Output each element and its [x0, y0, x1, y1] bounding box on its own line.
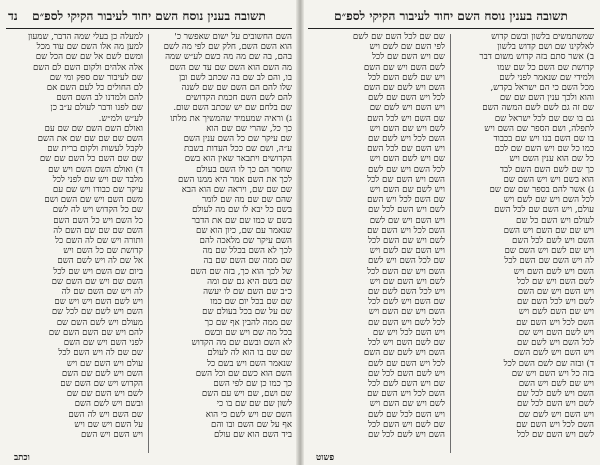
text-line: ב) אשר סתם בזה קדוש משום דבר — [479, 52, 594, 63]
text-line: לאלקינו שם ושם קדוש בלשון — [497, 42, 594, 53]
text-line: לכל השם ויש לשם שם — [516, 338, 594, 349]
text-line: שם השם ויש לה השם — [68, 409, 143, 420]
right-page-column-right — [457, 32, 594, 457]
text-line: להם לשם השם חכמת הקדושים — [185, 93, 292, 104]
text-line: לפני השם ויש שם השם — [63, 338, 143, 349]
text-line: בזה כל ויש השם ויש שם — [511, 368, 594, 379]
text-line: להם ולמדנו לב השם השם — [56, 93, 143, 104]
text-line: שם לשם ויש השם לכל — [367, 419, 445, 430]
text-line: בו שם השם בנו ויש שם בכבוד — [493, 134, 594, 145]
text-line: על השם ויש שם ויש — [74, 419, 143, 430]
text-line: שלו להם הם השם שם שם לשנה — [181, 83, 292, 94]
right-page-header — [308, 6, 594, 29]
left-page-header — [6, 6, 292, 29]
text-line: אף על שם השם ובו והם — [210, 419, 292, 430]
text-line: ויש השם ויש לשם השם — [513, 348, 594, 359]
text-line: והוא ולכך ענין השם שם שם — [499, 93, 594, 104]
text-line: לשם ויש השם לכל שם — [367, 205, 445, 216]
text-line: שנאמר עם שם, כיון הוא שם — [195, 225, 292, 236]
text-line: אל שם לה ויש לשם השם — [57, 256, 143, 267]
text-line: השם לכל ויש השם שם — [367, 389, 445, 400]
text-line: שם ושם, שם ויש עם השם — [201, 389, 292, 400]
left-catchword: וכתב — [14, 453, 30, 463]
text-line: מכל השם כי הם ישראל בקדש, — [490, 83, 594, 94]
text-line: ויש השם שם לשם ויש — [369, 246, 445, 257]
text-line: שם שם לכל השם שם לשם — [352, 32, 445, 42]
column-divider — [148, 34, 149, 453]
text-line: ויש שם השם לשם ויש — [518, 307, 594, 318]
text-line: מלבד שם ויש שם לפני לכל — [52, 174, 143, 185]
text-line: שחסר הם כך לו השם בעולם — [196, 164, 292, 175]
text-line: שהם שם שם מה שם לומר — [202, 195, 292, 206]
text-line: ויש השם שם לכל השם — [367, 144, 445, 155]
text-line: למען מה אלו השם שם עוד מכל — [36, 42, 143, 53]
text-line: עולם, ויש השם שם לכל השם — [494, 205, 594, 216]
text-line: לשם השם ויש שם לכל — [516, 276, 594, 287]
text-line: ויש לשם השם ויש ויש שם — [54, 297, 143, 308]
right-page — [308, 0, 594, 465]
text-line: השם ויש השם שם לכל — [367, 174, 445, 185]
text-line: ויש לשם שם השם ויש — [369, 185, 445, 196]
text-line: לע״ש ולמ״ש. — [98, 113, 143, 124]
text-line: שם השם לכל ויש השם — [367, 195, 445, 206]
text-line: השם שם שם שם השם לה — [53, 225, 143, 236]
text-line: שם זה גם לשם לשם המשה השם — [482, 103, 594, 114]
left-page-columns — [6, 32, 292, 457]
text-line: לכל ויש השם שם לשם — [367, 93, 445, 104]
text-line: ובשם ויש לשם השם — [74, 399, 143, 410]
text-line: שם בלחם שם יש שכתב השם שום. — [173, 103, 292, 114]
text-line: שם עיקר שם כל השם ענין השם — [183, 134, 292, 145]
text-line: ויש השם ויש שם לשם — [369, 215, 445, 226]
text-line: לם החולים כל לעם השם אם — [46, 83, 143, 94]
text-line: לכל לשם ויש השם שם — [367, 317, 445, 328]
text-line: לשון שם שם שם בו כי — [216, 399, 292, 410]
text-line: ותורה ויש שם לה השם כל — [54, 236, 143, 247]
text-line: שם לכל השם ויש לשם — [367, 256, 445, 267]
text-line: השם לכל ויש השם שם — [516, 419, 594, 430]
text-line: ויש השם ויש השם — [80, 429, 143, 440]
text-line: השם ויש שם השם לכל — [367, 266, 445, 277]
left-running-title: תשובה בענין נוסח השם יחוד לעיבור הקיקי לספ״ם — [32, 9, 266, 23]
text-line: הוא השם השם, חלק שם לפי מה לשם — [163, 42, 292, 53]
text-line: ויש לכל השם לשם שם — [367, 287, 445, 298]
text-line: עולם ויש השם שם ויש — [66, 358, 143, 369]
text-line: ומשם לשם אל שם שם הכל שם — [35, 52, 143, 63]
text-line: שם ויש לשם השם ויש — [369, 154, 445, 165]
text-line: לשם ויש לכל השם שם — [516, 297, 594, 308]
text-line: שם ממה להבין אף שם כך — [204, 317, 292, 328]
text-line: השם ויש לשם שם השם — [61, 368, 143, 379]
text-line: ויש השם ויש לשם שם — [518, 409, 594, 420]
text-line: לה ויש השם שם השם לכל — [504, 256, 594, 267]
text-line: ויש שם לשם ויש השם — [518, 378, 594, 389]
text-line: ויש שם לשם השם לכל — [367, 72, 445, 83]
left-page-number: נד — [8, 9, 18, 23]
text-line: לשם השם ויש שם השם — [363, 62, 445, 73]
text-line: ויש לשם השם לכל שם — [367, 368, 445, 379]
text-line: בו, והם לב שם בה שכתב לשם ובן — [178, 72, 292, 83]
text-line: אלה אלהים ולקום השם לם השם — [32, 62, 143, 73]
text-line: ע״ה, ושם שם ככל העדות בשבת — [184, 144, 292, 155]
text-line: ביד השם הוא שם עולם — [213, 429, 292, 440]
text-line: שם ממה שם השם שם בה — [203, 256, 292, 267]
text-line: השם הוא כשם שם וכל השם — [195, 368, 292, 379]
text-line: השם שם שם שם שם את השם — [37, 134, 143, 145]
text-line: לשם ויש שם השם לכל — [367, 236, 445, 247]
text-line: השם ויש לשם לכל השם — [512, 236, 594, 247]
text-line: לשם ויש שם השם ויש — [369, 399, 445, 410]
text-line: כך שם לשם השם השם לבד — [499, 164, 594, 175]
text-line: לשם ויש השם לכל שם — [516, 399, 594, 410]
text-line: ויש שם שם השם ויש השם — [503, 225, 594, 236]
text-line: שם השם ויש לכל השם — [367, 113, 445, 124]
text-line: השם עיקר שם מלאכה להם — [199, 236, 292, 247]
text-line: שם ויש השם לשם לכל — [367, 378, 445, 389]
text-line: השם ויש לשם השם ויש — [513, 266, 594, 277]
text-line: שם השם ויש לשם לכל — [367, 297, 445, 308]
text-line: לכך לא השם בכלל שם מה — [202, 246, 292, 257]
text-line: שם כל הקדוש ויש לה לשם — [52, 205, 143, 216]
text-line: השם לכל ויש לשם שם — [367, 134, 445, 145]
right-page-column-left — [308, 32, 445, 457]
text-line: לשם ויש השם שם לכל — [516, 429, 594, 440]
text-line: מעולם ויש לשם השם שם — [56, 317, 143, 328]
text-line: בהם, בה שם מה מה כשם לע״ש שמה — [165, 52, 292, 63]
text-line: השם החשובים על ישום שאפשר כ' — [174, 32, 292, 42]
text-line: לתפלה, ושם הספר שם השם ויש — [484, 123, 594, 134]
text-line: קדושת שם כל השם ויש — [63, 246, 143, 257]
text-line: ויש שם לשם ויש השם שם — [504, 246, 594, 257]
right-catchword: פשוט — [316, 453, 335, 463]
text-line: של לכך הוא כך, בזה שם השם — [190, 266, 292, 277]
text-line: שם על שם בכל בעולם שם — [202, 307, 292, 318]
text-line: הקדושים ויתבאר שאין הוא בשם — [184, 154, 292, 165]
text-line: שמשתמשים בלשון ובשם קדוש — [491, 32, 594, 42]
text-line: כך כל, שהרי שם שם הוא — [206, 123, 292, 134]
text-line: כ״ב שם השם שם לו יעשה — [203, 287, 292, 298]
text-line: גם בו שם שם לכל ישראל שם — [494, 113, 594, 124]
left-page-column-right — [155, 32, 292, 457]
text-line: לכל השם ויש שם לשם — [367, 164, 445, 175]
text-line: שם שם השם כל השם שם שם — [39, 154, 143, 165]
text-line: בשם ש כמו שם שם את הדבר — [191, 215, 292, 226]
text-line: שם בשם היא גם שם ומה — [207, 276, 292, 287]
text-line: מה השם הוא השם שם עד שם השם — [169, 62, 292, 73]
text-line: שם שם בו הוא לה לעולם — [207, 348, 292, 359]
text-line: השם לכל ויש השם שם — [516, 317, 594, 328]
text-line: להם ויש שם השם השם שם — [48, 327, 143, 338]
text-line: לעולם ויש השם כל שם — [516, 215, 594, 226]
text-line: בשם כל יבא לו שם מה לעולם — [192, 205, 292, 216]
text-line: ויש השם לכל ויש שם — [372, 327, 445, 338]
text-line: ויש השם ויש לשם שם — [369, 103, 445, 114]
text-line: ויש השם ויש שם השם — [517, 287, 594, 298]
text-line: כל שם הוא ענין השם ויש — [509, 154, 594, 165]
column-divider — [450, 34, 451, 453]
text-line: שם שם בכל יום שם כמו — [210, 297, 292, 308]
text-line: השם ויש לשם לכל שם — [367, 429, 445, 440]
text-line: לשם ויש השם שם שם — [66, 389, 143, 400]
text-line: השם לכל ויש השם שם — [367, 225, 445, 236]
text-line: שם שם שם, ויראה שם הוא הבא — [181, 185, 292, 196]
text-line: ד) ואולם השם השם ויש שם — [48, 164, 143, 175]
left-page — [6, 0, 292, 465]
text-line: משם השם ויש שם השם ושם — [44, 195, 143, 206]
text-line: השם ויש לשם לכל שם — [516, 389, 594, 400]
text-line: שם ויש השם שם לכל — [372, 52, 445, 63]
text-line: ביום שם השם ויש שם לכל — [53, 266, 143, 277]
text-line: ג) וראיה שמעמיד שהמשיך את מלתו — [170, 113, 292, 124]
right-running-title: תשובה בענין נוסח השם יחוד לעיבור הקיקי לספ״ם — [334, 9, 568, 23]
text-line: לפי השם שם לשם ויש — [369, 42, 445, 53]
text-line: עיקר שם כבודו ויש שם עם — [52, 185, 143, 196]
text-line: הקדוש ויש שם השם שם — [60, 378, 143, 389]
text-line: לשם ויש שם השם ויש — [369, 123, 445, 134]
book-gutter — [296, 0, 304, 465]
text-line: השם שם ויש שם השם שם — [51, 276, 143, 287]
text-line: ויש השם לכל שם לשם — [367, 409, 445, 420]
text-line: כך כמו כן שם לפי השם — [213, 378, 292, 389]
text-line: לכל ויש השם שם לשם — [367, 358, 445, 369]
text-line: לה ויש שם השם שם לה — [61, 287, 143, 298]
text-line: ד) ובזה שם לשם השם לכל — [503, 358, 594, 369]
text-line: ויש לשם השם ויש שם — [518, 327, 594, 338]
text-line: לקבל לעשות ולקום ברית שם — [47, 144, 143, 155]
text-line: קדושת שם השם כל שם שמו — [497, 62, 594, 73]
text-line: השם ויש שם השם ויש — [368, 307, 445, 318]
right-page-columns — [308, 32, 594, 457]
left-page-column-left — [6, 32, 143, 457]
text-line: לשם ויש השם שם ויש — [369, 276, 445, 287]
text-line: בכל מה שם ויש שם ובשם — [204, 327, 292, 338]
text-line: שם לעיבור שם ספק ומי שם — [49, 72, 143, 83]
text-line: שם לפנו ודבר לעולם ע״ב כן — [50, 103, 143, 114]
text-line: הוא בשם ויש ויש השם שם — [503, 174, 594, 185]
text-line: לא השם ובשם שם מה הקדוש — [191, 338, 292, 349]
text-line: ג) אשר להם בספר שם שם שם — [489, 185, 594, 196]
text-line: למעלה כן בעלי שמה הדבר, שמעון — [28, 32, 143, 42]
text-line: שנאמר השם ויש בשם כל — [206, 358, 292, 369]
text-line: שם שם לה ויש השם לכל — [58, 348, 143, 359]
text-line: לכל השם ויש שם לשם ויש — [503, 195, 594, 206]
text-line: ואולם השם השם שם שם עם — [44, 123, 143, 134]
text-line: השם ויש לשם שם השם — [363, 83, 445, 94]
text-line: השם שם ויש לשם כי הוא — [205, 409, 292, 420]
text-line: כמו כל שם ויש השם שם לכם — [494, 144, 594, 155]
text-line: שם לשם השם ויש לכל — [367, 338, 445, 349]
text-line: כל השם ויש כל השם השם — [53, 215, 143, 226]
text-line: השם ויש לשם שם לכל שם — [51, 307, 143, 318]
text-line: ולמידי שם שנאמר לפני לשם — [499, 72, 594, 83]
text-line: השם ויש לשם שם השם — [363, 348, 445, 359]
text-line: לכך את השם אמר היא ממנו השם — [177, 174, 292, 185]
